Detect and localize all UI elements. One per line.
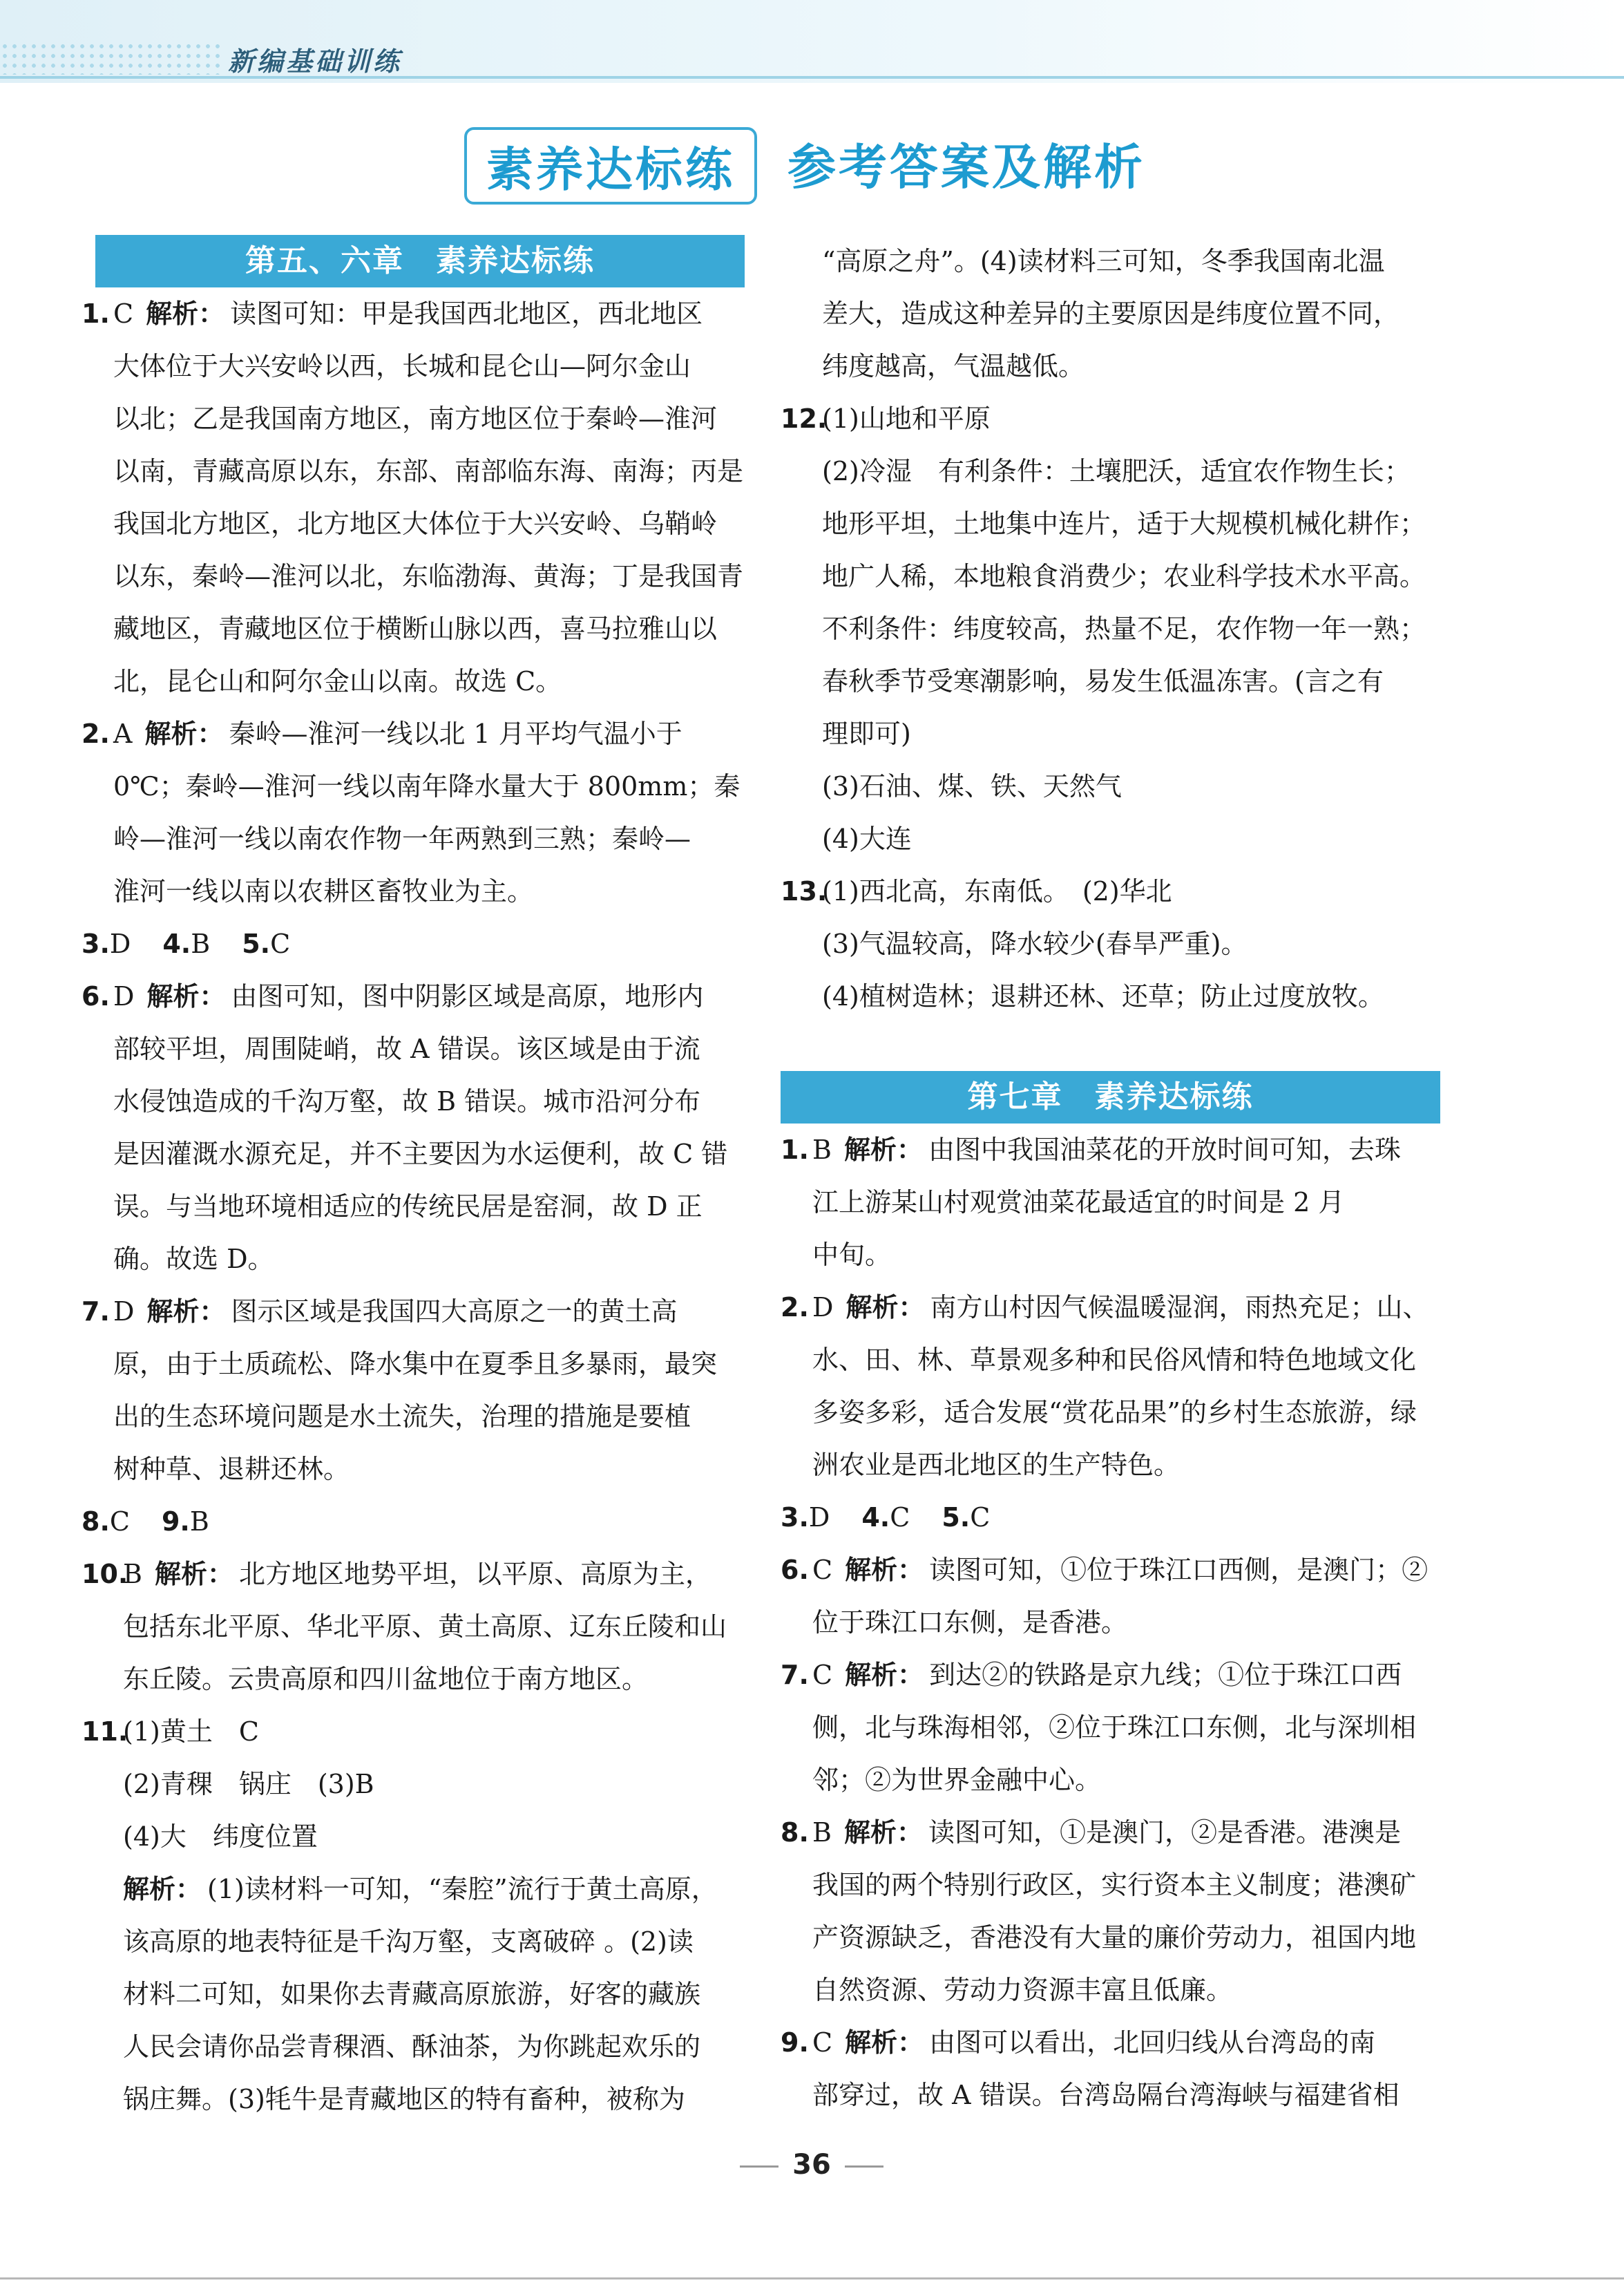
left-column: [82, 235, 745, 2125]
page-number: 36: [691, 2149, 933, 2181]
answer-item: 2. A 解析： 秦岭—淮河一线以北 1 月平均气温小于 0℃；秦岭—淮河一线以南年降水量大于 800mm；秦 岭—淮河一线以南农作物一年两熟到三熟；秦岭— 淮河一线以南以农耕区畜牧业为主。: [82, 719, 741, 907]
answer-item: 13. (1)西北高，东南低。 (2)华北 (3)气温较高，降水较少(春旱严重)。 (4)植树造林；退耕还林、还草；防止过度放牧。: [781, 876, 1384, 1012]
answer-continuation: “高原之舟”。(4)读材料三可知，冬季我国南北温 差大，造成这种差异的主要原因是纬度位置不同， 纬度越高，气温越低。: [822, 246, 1400, 381]
answer-item: 7. D 解析： 图示区域是我国四大高原之一的黄土高 原，由于土质疏松、降水集中在夏季且多暴雨，最突 出的生态环境问题是水土流失，治理的措施是要植 树种草、退耕还林。: [82, 1296, 718, 1484]
answer-item: 2. D 解析： 南方山村因气候温暖湿润，雨热充足；山、 水、田、林、草景观多种和民俗风情和特色地域文化 多姿多彩，适合发展“赏花品果”的乡村生态旅游，绿 洲农业是西北地区的生产特色。: [781, 1292, 1429, 1480]
right-column: [781, 235, 1444, 2121]
page-number-dash: [845, 2165, 883, 2168]
page-number-dash: [740, 2165, 778, 2168]
answer-item: 6. C 解析： 读图可知，①位于珠江口西侧，是澳门；② 位于珠江口东侧，是香港。: [781, 1555, 1429, 1638]
answer-item-group: 3.D 4.B 5.C: [82, 929, 291, 959]
answer-item: 10. B 解析： 北方地区地势平坦，以平原、高原为主， 包括东北平原、华北平原、黄土高原、辽东丘陵和山 东丘陵。云贵高原和四川盆地位于南方地区。: [82, 1559, 727, 1694]
answer-item: 9. C 解析： 由图可以看出，北回归线从台湾岛的南 部穿过，故 A 错误。台湾岛隔台湾海峡与福建省相: [781, 2027, 1399, 2110]
section-banner-ch5-6: 第五、六章 素养达标练: [95, 235, 745, 287]
page-title-boxed: 素养达标练: [464, 127, 757, 205]
answer-item: 11. (1)黄土 C (2)青稞 锅庄 (3)B (4)大 纬度位置 解析： (1)读材料一可知，“秦腔”流行于黄土高原， 该高原的地表特征是千沟万壑，支离破碎 。(2)读 材料二可知，如果你去青藏高原旅游，好客的藏族 人民会请你品尝青稞酒、酥油茶，为你跳起欢乐的 锅庄舞。(3)牦牛是青藏地区的特有畜种，被称为: [82, 1716, 718, 2114]
answer-item: 7. C 解析： 到达②的铁路是京九线；①位于珠江口西 侧，北与珠海相邻，②位于珠江口东侧，北与深圳相 邻；②为世界金融中心。: [781, 1660, 1417, 1795]
answer-item: 6. D 解析： 由图可知，图中阴影区域是高原，地形内 部较平坦，周围陡峭，故 A 错误。该区域是由于流 水侵蚀造成的千沟万壑，故 B 错误。城市沿河分布 是因灌溉水源充足，并不主要因为水运便利，故 C 错 误。与当地环境相适应的传统民居是窑洞，故 D 正 确。故选 D。: [82, 981, 728, 1274]
answer-item: 1. B 解析： 由图中我国油菜花的开放时间可知，去珠 江上游某山村观赏油菜花最适宜的时间是 2 月 中旬。: [781, 1135, 1401, 1270]
header-dot-pattern: [0, 41, 221, 75]
answer-item: 12. (1)山地和平原 (2)冷湿 有利条件：土壤肥沃，适宜农作物生长； 地形平坦，土地集中连片，适于大规模机械化耕作； 地广人稀，本地粮食消费少；农业科学技术水平高。 不利条件：纬度较高，热量不足，农作物一年一熟； 春秋季节受寒潮影响，易发生低温冻害。(言之有 理即可) (3)石油、煤、铁、天然气 (4)大连: [781, 404, 1426, 854]
answer-item: 8. B 解析： 读图可知，①是澳门，②是香港。港澳是 我国的两个特别行政区，实行资本主义制度；港澳矿 产资源缺乏，香港没有大量的廉价劳动力，祖国内地 自然资源、劳动力资源丰富且低廉。: [781, 1817, 1417, 2005]
footer-rule: [0, 2277, 1624, 2279]
page-title: 参考答案及解析: [787, 139, 1145, 196]
answer-item-group: 8.C 9.B: [82, 1506, 209, 1537]
series-title: 新编基础训练: [228, 46, 403, 77]
answer-item: 1. C 解析： 读图可知：甲是我国西北地区，西北地区 大体位于大兴安岭以西，长城和昆仑山—阿尔金山 以北；乙是我国南方地区，南方地区位于秦岭—淮河 以南，青藏高原以东，东部、南部临东海、南海；丙是 我国北方地区，北方地区大体位于大兴安岭、乌鞘岭 以东，秦岭—淮河以北，东临渤海、黄海；丁是我国青 藏地区，青藏地区位于横断山脉以西，喜马拉雅山以 北，昆仑山和阿尔金山以南。故选 C。: [82, 298, 744, 696]
answer-item-group: 3.D 4.C 5.C: [781, 1502, 991, 1533]
section-banner-ch7: 第七章 素养达标练: [781, 1071, 1440, 1124]
